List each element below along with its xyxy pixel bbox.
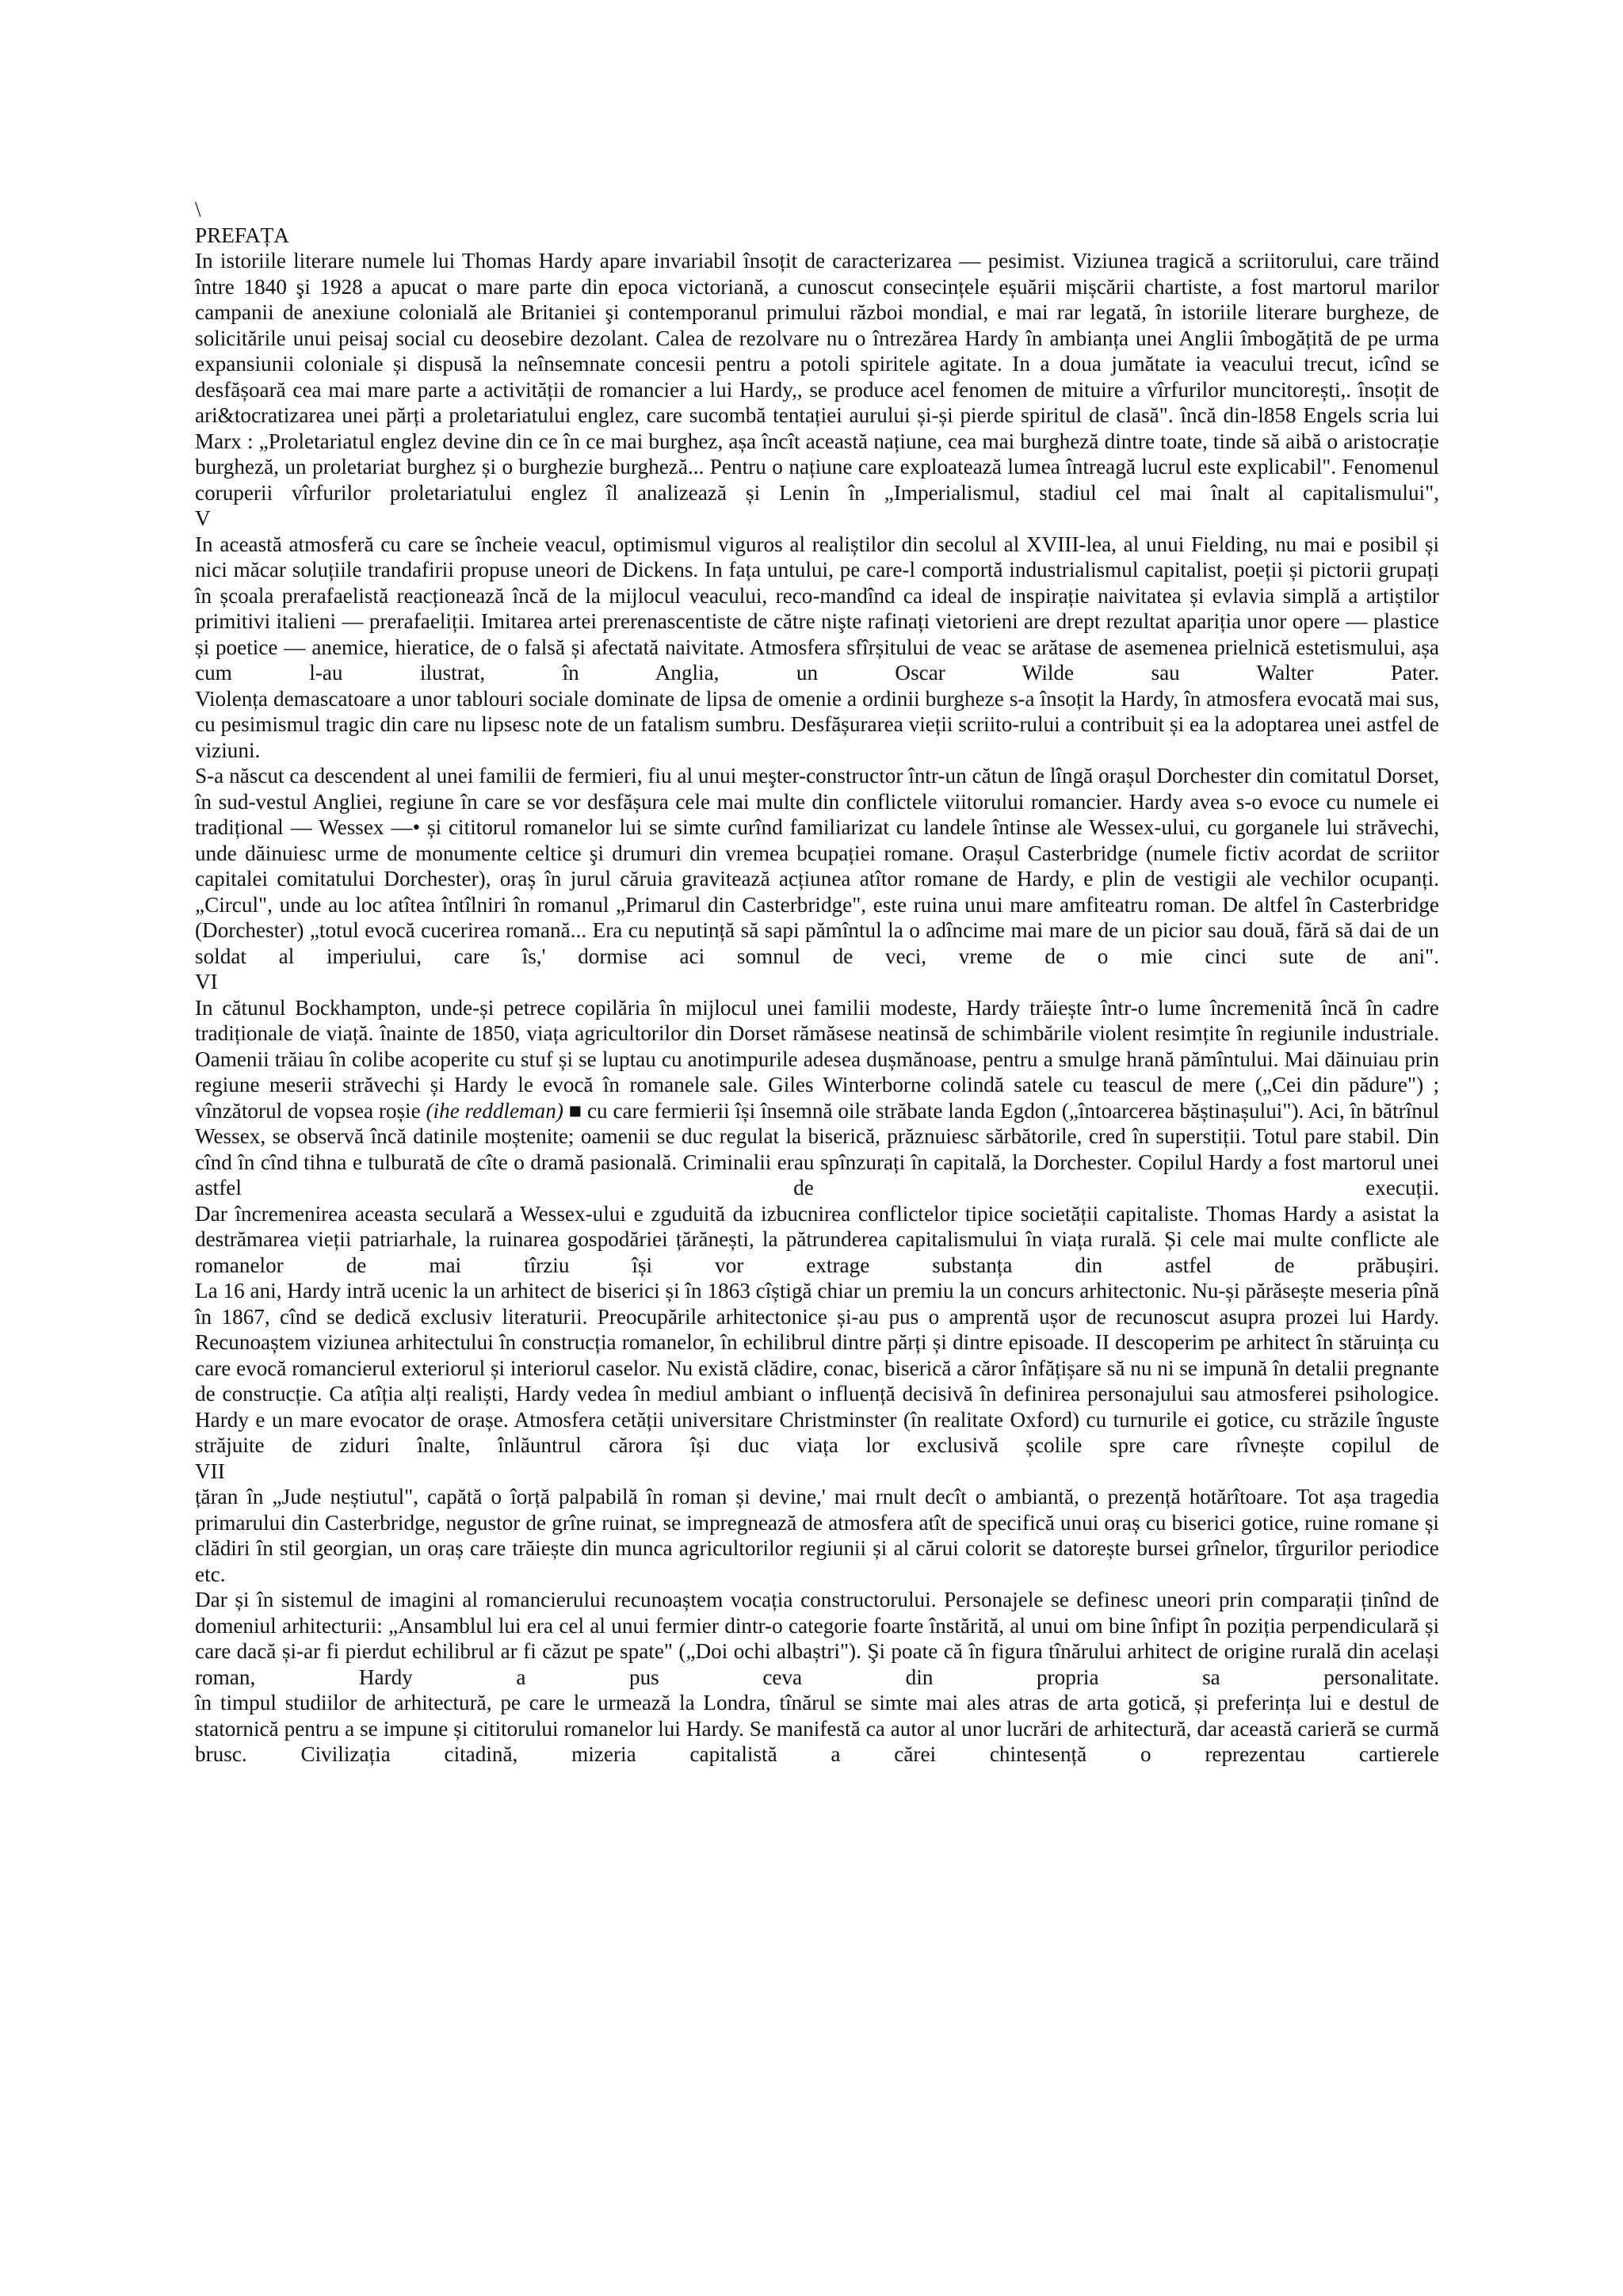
page-number-vi: VI bbox=[195, 970, 218, 994]
page-title: PREFAȚA bbox=[195, 223, 289, 247]
paragraph-3: Violența demascatoare a unor tablouri sociale dominate de lipsa de omenie a ordinii burgheze s-a însoțit la Hardy, în atmosfera evocată mai sus, cu pesimismul tragic din care nu lipsesc note de un fatalism sumbru. Desfășurarea vieții scriito-rului a contribuit și ea la adoptarea unei astfel de viziuni. bbox=[195, 686, 1439, 762]
paragraph-6: Dar încremenirea aceasta seculară a Wessex-ului e zguduită da izbucnirea conflictelor tipice societății capitaliste. Thomas Hardy a asistat la destrămarea vieții patriarhale, la ruinarea gospodăriei țărănești, la pătrunderea capitalismului în viața rurală. Și cele mai multe conflicte ale romanelor de mai tîrziu își vor extrage substanța din astfel de prăbușiri. bbox=[195, 1201, 1439, 1277]
paragraph-5-text-a: In cătunul Bockhampton, unde-și petrece copilăria în mijlocul unei familii modeste, Hardy trăiește într-o lume încremenită încă în cadre tradiționale de viață. înainte de 1850, viața agricultorilor din Dorset rămăsese neatinsă de schimbările violent resimțite în regiunile industriale. Oamenii trăiau în colibe acoperite cu stuf și se luptau cu anotimpurile adesea dușmănoase, pentru a smulge hrană pămîntului. Mai dăinuiau prin regiune meserii străvechi și Hardy le evocă în romanele sale. Giles Winterborne colindă satele cu teascul de mere („Cei din pădure") ; vînzătorul de vopsea roșie bbox=[195, 995, 1439, 1123]
paragraph-4: S-a născut ca descendent al unei familii de fermieri, fiu al unui meşter-constructor într-un cătun de lîngă orașul Dorchester din comitatul Dorset, în sud-vestul Angliei, regiune în care se vor desfășura cele mai multe din conflictele viitorului romancier. Hardy avea s-o evoce cu numele ei tradițional — Wessex —• și cititorul romanelor lui se simte curînd familiarizat cu landele întinse ale Wessex-ului, cu gorganele lui străvechi, unde dăinuiesc urme de monumente celtice şi drumuri din vremea bcupației romane. Orașul Casterbridge (numele fictiv acordat de scriitor capitalei comitatului Dorchester), oraș în jurul căruia gravitează acțiunea atîtor romane de Hardy, e plin de vestigii ale vechilor ocupanți. „Circul", unde au loc atîtea întîlniri în romanul „Primarul din Casterbridge", este ruina unui mare amfiteatru roman. De altfel în Casterbridge (Dorchester) „totul evocă cucerirea romană... Era cu neputință să sapi pămîntul la o adîncime mai mare de un picior sau două, fără să dai de un soldat al imperiului, care îs,' dormise aci somnul de veci, vreme de o mie cinci sute de ani". bbox=[195, 764, 1439, 968]
paragraph-5-italic: (ihe reddleman) bbox=[426, 1098, 563, 1123]
paragraph-10: în timpul studiilor de arhitectură, pe care le urmează la Londra, tînărul se simte mai ales atras de arta gotică, și preferința lui e destul de statornică pentru a se impune și cititorului romanelor lui Hardy. Se manifestă ca autor al unor lucrări de arhitectură, dar această carieră se curmă brusc. Civilizația citadină, mizeria capitalistă a cărei chintesență o reprezentau cartierele bbox=[195, 1691, 1439, 1766]
paragraph-5 bbox=[195, 995, 1439, 1201]
paragraph-8: țăran în „Jude neștiutul", capătă o îorță palpabilă în roman și devine,' mai rnult decît o ambiantă, o prezență hotărîtoare. Tot așa tragedia primarului din Casterbridge, negustor de grîne ruinat, se impregnează de atmosfera atît de specifică unui oraș cu biserici gotice, ruine romane și clădiri în stil georgian, un oraș care trăiește din munca agricultorilor regiunii și al cărui colorit se datorește bursei grînelor, tîrgurilor periodice etc. bbox=[195, 1485, 1439, 1586]
paragraph-7: La 16 ani, Hardy intră ucenic la un arhitect de biserici și în 1863 cîștigă chiar un premiu la un concurs arhitectonic. Nu-și părăsește meseria pînă în 1867, cînd se dedică exclusiv literaturii. Preocupările arhitectonice și-au pus o amprentă ușor de recunoscut asupra prozei lui Hardy. Recunoaștem viziunea arhitectului în construcția romanelor, în echilibrul dintre părți și dintre episoade. II descoperim pe arhitect în stăruința cu care evocă romancierul exteriorul și interiorul caselor. Nu există clădire, conac, biserică a căror înfățișare să nu ni se impună în detalii pregnante de construcție. Ca atîția alți realiști, Hardy vedea în mediul ambiant o influență decisivă în definirea personajului sau atmosferei psihologice. Hardy e un mare evocator de orașe. Atmosfera cetății universitare Christminster (în realitate Oxford) cu turnurile ei gotice, cu străzile înguste străjuite de ziduri înalte, înlăuntrul cărora își duc viața lor exclusivă școlile spre care rîvnește copilul de bbox=[195, 1279, 1439, 1457]
paragraph-9: Dar și în sistemul de imagini al romancierului recunoaștem vocația constructorului. Personajele se definesc uneori prin comparații ținînd de domeniul arhitecturii: „Ansamblul lui era cel al unui fermier dintr-o categorie foarte înstărită, al unui om bine înfipt în poziția perpendiculară și care dacă și-ar fi pierdut echilibrul ar fi căzut pe spate" („Doi ochi albaștri"). Şi poate că în figura tînărului arhitect de origine rurală din același roman, Hardy a pus ceva din propria sa personalitate. bbox=[195, 1588, 1439, 1689]
page-number-v: V bbox=[195, 506, 211, 530]
page-number-vii: VII bbox=[195, 1459, 225, 1483]
paragraph-1: In istoriile literare numele lui Thomas Hardy apare invariabil însoțit de caracterizarea — pesimist. Viziunea tragică a scriitorului, care trăind între 1840 şi 1928 a apucat o mare parte din epoca victoriană, a cunoscut consecințele eșuării mișcării chartiste, a fost martorul marilor campanii de anexiune colonială ale Britaniei şi contemporanul primului război mondial, e mai rar legată, în istoriile literare burgheze, de solicitările unui peisaj social cu deosebire dezolant. Calea de rezolvare nu o întrezărea Hardy în ambianța unei Anglii îmbogățită de pe urma expansiunii coloniale și dispusă la neînsemnate concesii pentru a potoli spiritele agitate. In a doua jumătate ia veacului trecut, icînd se desfășoară cea mai mare parte a activității de romancier a lui Hardy,, se produce acel fenomen de mituire a vîrfurilor muncitorești,. însoțit de ari&tocratizarea unei părți a proletariatului englez, care sucombă tentației aurului și-și pierde spiritul de clasă". încă din-l858 Engels scria lui Marx : „Proletariatul englez devine din ce în ce mai burghez, așa încît această națiune, cea mai burgheză dintre toate, tinde să aibă o aristocrație burgheză, un proletariat burghez și o burghezie burgheză... Pentru o națiune care exploatează lumea întreagă lucrul este explicabil". Fenomenul coruperii vîrfurilor proletariatului englez îl analizează și Lenin în „Imperialismul, stadiul cel mai înalt al capitalismului", bbox=[195, 249, 1439, 505]
paragraph-2: In această atmosferă cu care se încheie veacul, optimismul viguros al realiștilor din secolul al XVIII-lea, al unui Fielding, nu mai e posibil și nici măcar soluțiile trandafirii propuse uneori de Dickens. In fața untului, pe care-l comportă industrialismul capitalist, poeții și pictorii grupați în școala prerafaelistă reacționează încă de la mijlocul veacului, reco-mandînd ca ideal de inspirație naivitatea și evlavia simplă a artiștilor primitivi italieni — prerafaeliții. Imitarea artei prerenascentiste de către nişte rafinați vietorieni are drept rezultat apariția unor opere — plastice și poetice — anemice, hieratice, de o falsă și afectată naivitate. Atmosfera sfîrșitului de veac se arătase de asemenea prielnică estetismului, așa cum l-au ilustrat, în Anglia, un Oscar Wilde sau Walter Pater. bbox=[195, 532, 1439, 685]
page-marker: \ bbox=[195, 197, 201, 221]
paragraph-5-text-b: ■ cu care fermierii își însemnă oile străbate landa Egdon („întoarcerea băștinașului"). Aci, în bătrînul Wessex, se observă încă datinile moștenite; oamenii se duc regulat la biserică, prăznuiesc sărbătorile, cred în superstiții. Totul pare stabil. Din cînd în cînd tihna e tulburată de cîte o dramă pasională. Criminalii erau spînzurați în capitală, la Dorchester. Copilul Hardy a fost martorul unei astfel de execuții. bbox=[195, 1098, 1440, 1199]
document-page bbox=[195, 196, 1439, 1768]
